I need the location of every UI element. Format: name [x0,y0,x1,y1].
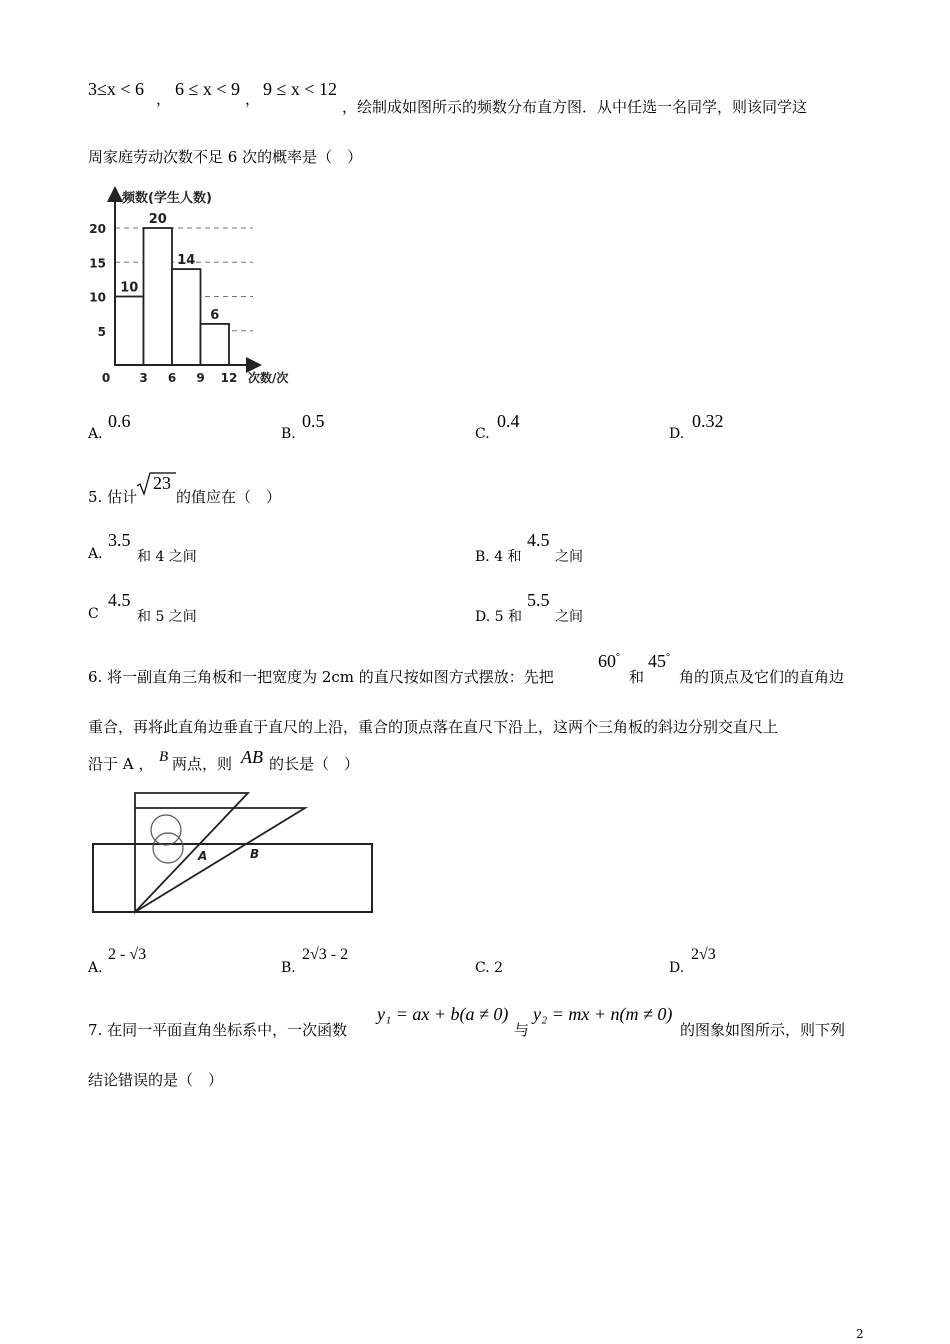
option-c-letter: C. [475,426,490,442]
q6-option-d-value: 2√3 [691,946,716,963]
q6-line1-c: 角的顶点及它们的直角边 [679,668,845,686]
page-number: 2 [856,1327,864,1341]
separator: ， [245,90,261,108]
q5-option-d-text: 之间 [555,609,583,625]
q6-line1-b: 和 [629,668,645,686]
x-tick-label: 0 [101,371,111,385]
triangle-hole-icon [153,833,183,863]
q5-option-b-text: 之间 [555,549,583,565]
label-b: B [250,847,260,861]
q5-option-b-letter: B. 4 和 [475,549,522,565]
q6-line3-c: 两点，则 [172,755,233,773]
option-b-letter: B. [281,426,296,442]
chart-title: 频数(学生人数) [122,191,212,206]
option-d-letter: D. [669,426,685,442]
point-b: B [159,749,169,765]
interval-3: 9 ≤ x < 12 [263,79,338,99]
histogram-bar [172,269,201,365]
x-tick-label: 3 [139,371,148,385]
segment-ab: AB [241,747,263,767]
triangle-ruler-figure [88,788,378,920]
x-axis-label: 次数/次 [248,371,289,385]
q5-option-a-text: 和 4 之间 [137,549,197,565]
angle-60 [598,651,620,672]
q5-stem-suffix: 的值应在（ ） [176,488,282,506]
radicand: 23 [153,473,171,493]
q5-option-d-value: 5.5 [527,590,550,610]
bar-data-label: 10 [120,280,139,296]
option-b-value: 0.5 [302,411,325,431]
histogram-bar [201,324,230,365]
y-tick-label: 20 [89,222,106,236]
angle-60-value: 60 [598,651,616,671]
q5-option-c-text: 和 5 之间 [137,609,197,625]
interval-1: 3≤x < 6 [88,79,145,99]
q6-option-a-value: 2 - √3 [108,946,147,963]
equation-y2: y₂ = mx + n(m ≠ 0) [533,1004,673,1024]
q4-line1-text: ，绘制成如图所示的频数分布直方图．从中任选一名同学，则该同学这 [342,98,808,116]
option-a-value: 0.6 [108,411,131,431]
option-d-value: 0.32 [692,411,724,431]
q5-stem-prefix: 5. 估计 [88,488,138,506]
angle-45-value: 45 [648,651,666,671]
histogram-bar [115,297,144,366]
q6-option-a-letter: A. [88,960,103,976]
q6-option-b-value: 2√3 - 2 [302,946,349,963]
bar-data-label: 14 [177,253,196,269]
x-tick-label: 12 [220,371,238,385]
q6-line3-a: 沿于 A ， [88,755,154,773]
degree-icon: ° [616,652,620,663]
q6-option-d-letter: D. [669,960,685,976]
q5-option-a-letter: A. [88,546,103,562]
q6-option-c: C. 2 [475,960,504,976]
y-tick-label: 15 [89,256,106,271]
y-tick-label: 5 [97,324,106,339]
angle-45 [648,651,670,672]
q6-line1-a: 6. 将一副直角三角板和一把宽度为 2cm 的直尺按如图方式摆放：先把 [88,668,554,686]
degree-icon: ° [666,652,670,663]
q6-option-b-letter: B. [281,960,296,976]
label-a: A [198,849,208,863]
option-c-value: 0.4 [497,411,520,431]
separator: ， [156,90,172,108]
q7-suffix: 的图象如图所示，则下列 [680,1021,846,1039]
q5-option-d-letter: D. 5 和 [475,609,522,625]
q5-option-c-letter: C [88,606,99,622]
option-a-letter: A. [88,426,103,442]
y-tick-label: 10 [89,290,106,305]
histogram-bar [144,228,173,365]
bar-data-label: 6 [210,307,220,323]
q5-option-c-value: 4.5 [108,590,131,610]
x-tick-label: 9 [196,371,205,385]
q5-option-a-value: 3.5 [108,530,131,550]
frequency-histogram [88,180,318,390]
x-tick-label: 6 [167,371,177,385]
q6-line3-e: 的长是（ ） [269,755,360,773]
interval-2: 6 ≤ x < 9 [175,79,241,99]
q7-line2: 结论错误的是（ ） [88,1071,224,1089]
q4-line2-text: 周家庭劳动次数不足 6 次的概率是（ ） [88,148,363,166]
bar-data-label: 20 [148,212,167,227]
q7-mid: 与 [514,1021,530,1039]
q7-prefix: 7. 在同一平面直角坐标系中，一次函数 [88,1021,348,1039]
equation-y1: y₁ = ax + b(a ≠ 0) [377,1004,509,1024]
q5-option-b-value: 4.5 [527,530,550,550]
q6-line2: 重合，再将此直角边垂直于直尺的上沿，重合的顶点落在直尺下沿上，这两个三角板的斜边分别交直尺上 [88,718,779,736]
